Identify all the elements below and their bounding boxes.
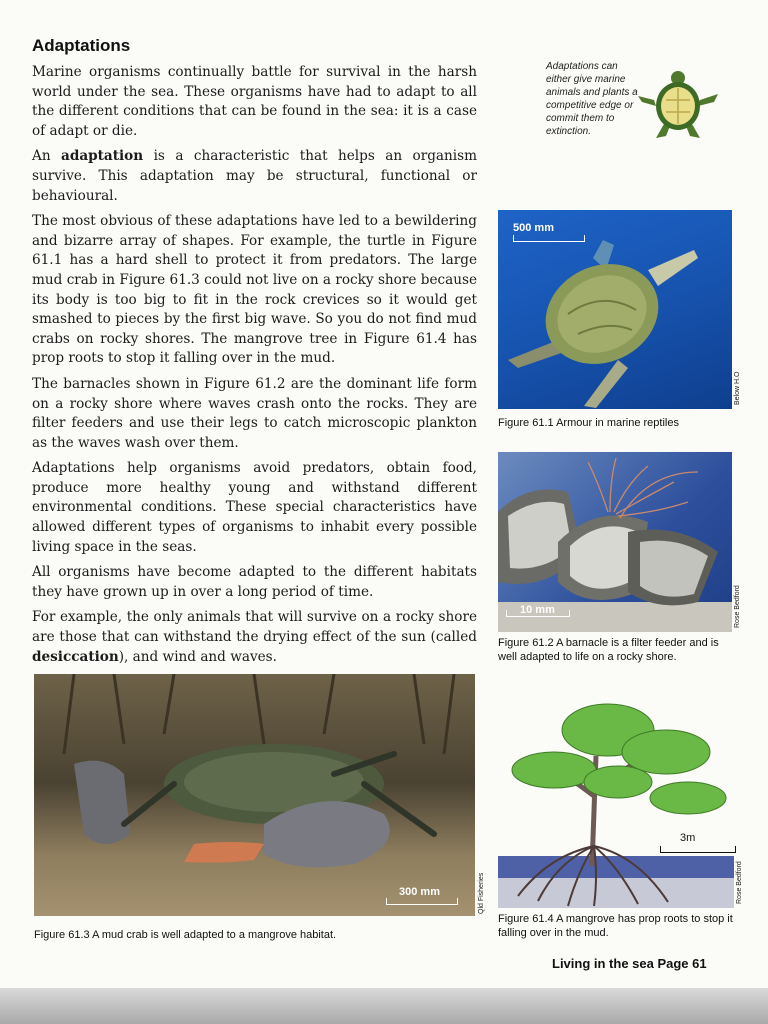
- turtle-icon: [636, 70, 720, 140]
- paragraph-barnacles: The barnacles shown in Figure 61.2 are the dominant life form on a rocky shore where waves crash onto the rocks. They are filter feeders and use their legs to catch microscopic plankton as the waves wash over them.: [32, 375, 477, 451]
- sidenote: Adaptations can either give marine animals and plants a competitive edge or commit them to extinction.: [546, 61, 638, 137]
- figure-3-caption: Figure 61.3 A mud crab is well adapted to a mangrove habitat.: [34, 929, 337, 941]
- paragraph-definition: An adaptation is a characteristic that helps an organism survive. This adaptation may be structural, functional or behavioural.: [32, 148, 477, 204]
- figure-4-scale-bar: [660, 846, 736, 853]
- figure-mangrove-illustration: [498, 696, 734, 908]
- figure-mud-crab-photo: [34, 674, 475, 916]
- figure-4-credit: Rose Bedford: [736, 861, 743, 904]
- paragraph-benefits: Adaptations help organisms avoid predators, obtain food, produce more healthy young and withstand different environmental conditions. These special characteristics have allowed different types of organisms to inhabit every possible living space in the seas.: [32, 460, 477, 555]
- figure-1-caption: Figure 61.1 Armour in marine reptiles: [498, 417, 679, 429]
- paragraph-rocky-shore: For example, the only animals that will survive on a rocky shore are those that can withstand the drying effect of the sun (called desiccation), and wind and waves.: [32, 609, 477, 665]
- figure-1-credit: Below H.O: [734, 371, 741, 405]
- page-edge-shadow: [0, 988, 768, 1024]
- figure-2-credit: Rose Bedford: [734, 585, 741, 628]
- figure-1-scale-bar: [513, 235, 585, 242]
- paragraph-habitats: All organisms have become adapted to the different habitats they have grown up in over a long period of time.: [32, 564, 477, 600]
- page-footer: Living in the sea Page 61: [552, 956, 707, 971]
- figure-2-caption: Figure 61.2 A barnacle is a filter feeder and is well adapted to life on a rocky shore.: [498, 637, 719, 663]
- paragraph-examples: The most obvious of these adaptations have led to a bewildering and bizarre array of shapes. For example, the turtle in Figure 61.1 has a hard shell to protect it from predators. The large mud crab in Figure 61.3 could not live on a rocky shore because its body is too big to fit in the rock crevices so it would get smashed to pieces by the first big wave. So you do not find mud crabs on rocky shores. The mangrove tree in Figure 61.4 has prop roots to stop it falling over in the mud.: [32, 213, 477, 367]
- paragraph-intro: Marine organisms continually battle for survival in the harsh world under the sea. These organisms have had to adapt to all the different conditions that can be found in the sea: it is a case of adapt or die.: [32, 64, 477, 139]
- figure-3-credit: Qld Fisheries: [478, 872, 485, 914]
- figure-3-scale-bar: [386, 898, 458, 905]
- term-adaptation: adaptation: [61, 148, 144, 165]
- body-text: [32, 63, 477, 673]
- figure-2-scale: 10 mm: [520, 604, 555, 616]
- term-desiccation: desiccation: [32, 648, 119, 665]
- figure-1-scale: 500 mm: [513, 222, 554, 234]
- figure-2-scale-bar: [506, 610, 570, 617]
- figure-4-caption: Figure 61.4 A mangrove has prop roots to stop it falling over in the mud.: [498, 913, 733, 939]
- page-heading: Adaptations: [32, 36, 131, 55]
- figure-3-scale: 300 mm: [399, 886, 440, 898]
- figure-4-scale: 3m: [680, 832, 696, 844]
